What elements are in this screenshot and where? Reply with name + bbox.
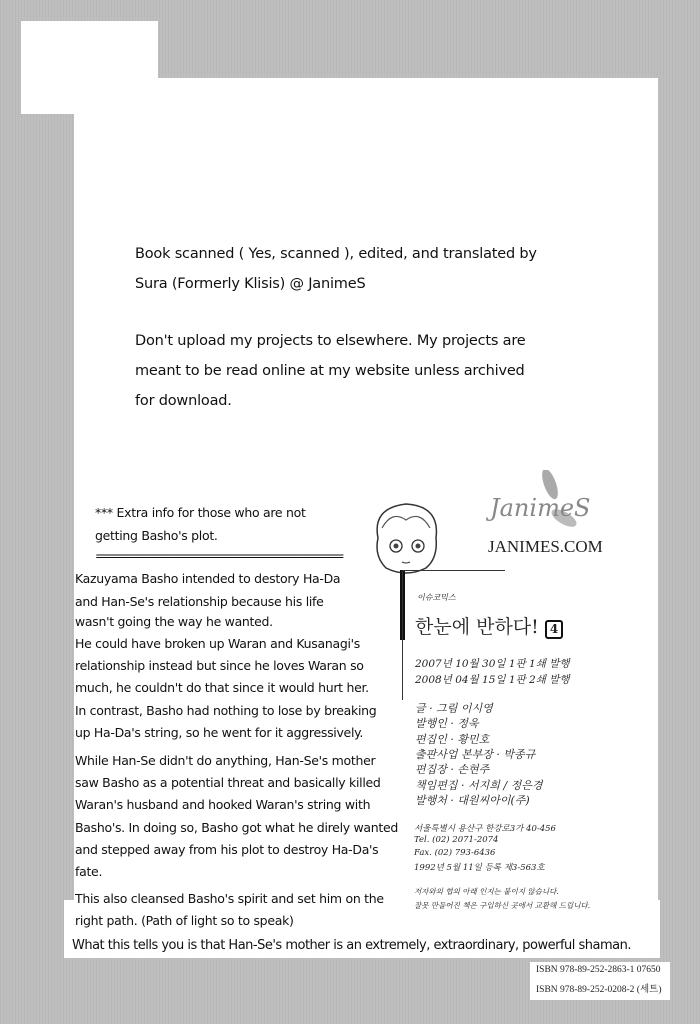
- colophon-line-v: [402, 570, 403, 700]
- extra-line: wasn't going the way he wanted.: [75, 614, 273, 629]
- book-title: [415, 612, 563, 639]
- extra-line: and stepped away from his plot to destroy Ha-Da's: [75, 842, 379, 857]
- logo-text: JanimeS: [490, 494, 591, 522]
- extra-line: Kazuyama Basho intended to destory Ha-Da: [75, 571, 341, 586]
- extra-line: right path. (Path of light so to speak): [75, 913, 294, 928]
- volume-badge: 4: [545, 620, 563, 639]
- divider: =====================================: [95, 549, 342, 563]
- isbn-line: ISBN 978-89-252-0208-2 (세트): [536, 985, 662, 995]
- colophon-line-h: [402, 570, 505, 571]
- staff-line: 편집인 · 황민호: [415, 732, 490, 746]
- print-date: 2008년 04월 15일 1판 2쇄 발행: [415, 674, 570, 686]
- credits-line: Sura (Formerly Klisis) @ JanimeS: [135, 276, 366, 292]
- extra-line: Basho's. In doing so, Basho got what he direly wanted: [75, 820, 399, 835]
- staff-line: 책임편집 · 서지희 / 정은경: [415, 778, 543, 792]
- print-date: 2007년 10월 30일 1판 1쇄 발행: [415, 658, 570, 670]
- imprint-label: 이슈코믹스: [417, 593, 456, 602]
- book-title-text: 한눈에 반하다!: [415, 616, 539, 638]
- address-line: Fax. (02) 793-6436: [414, 848, 496, 858]
- final-line: What this tells you is that Han-Se's mother is an extremely, extraordinary, powerful shaman.: [72, 938, 632, 953]
- extra-line: fate.: [75, 864, 103, 879]
- extra-line: While Han-Se didn't do anything, Han-Se's mother: [75, 753, 376, 768]
- isbn-line: ISBN 978-89-252-2863-1 07650: [536, 965, 661, 975]
- extra-line: and Han-Se's relationship because his life: [75, 594, 324, 609]
- extra-line: Waran's husband and hooked Waran's string with: [75, 797, 371, 812]
- extra-header: getting Basho's plot.: [95, 528, 218, 543]
- extra-line: much, he couldn't do that since it would hurt her.: [75, 680, 369, 695]
- notice-line: Don't upload my projects to elsewhere. My projects are: [135, 333, 526, 349]
- staff-line: 출판사업 본부장 · 박종규: [415, 747, 536, 761]
- extra-line: relationship instead but since he loves Waran so: [75, 658, 364, 673]
- notice-line: 저자와의 협의 아래 인지는 붙이지 않습니다.: [414, 887, 559, 896]
- extra-header: *** Extra info for those who are not: [95, 505, 306, 520]
- extra-line: He could have broken up Waran and Kusanagi's: [75, 636, 360, 651]
- extra-line: In contrast, Basho had nothing to lose by breaking: [75, 703, 377, 718]
- extra-line: This also cleansed Basho's spirit and set him on the: [75, 891, 384, 906]
- extra-line: saw Basho as a potential threat and basically killed: [75, 775, 381, 790]
- character-face-illustration: [368, 498, 444, 578]
- site-url: JANIMES.COM: [488, 537, 603, 556]
- extra-line: up Ha-Da's string, so he went for it aggressively.: [75, 725, 364, 740]
- staff-line: 발행인 · 정욱: [415, 717, 479, 731]
- staff-line: 글 · 그림 이시영: [415, 702, 493, 715]
- staff-line: 편집장 · 손현주: [415, 763, 490, 777]
- notice-line: for download.: [135, 393, 232, 409]
- address-line: 서울특별시 용산구 한강로3가 40-456: [414, 824, 556, 834]
- address-line: 1992년 5월 11일 등록 제3-563호: [414, 863, 545, 873]
- address-line: Tel. (02) 2071-2074: [414, 835, 499, 845]
- janimes-logo: [480, 470, 600, 530]
- notice-line: 잘못 만들어진 책은 구입하신 곳에서 교환해 드립니다.: [414, 901, 591, 910]
- credits-line: Book scanned ( Yes, scanned ), edited, and translated by: [135, 246, 537, 262]
- notice-line: meant to be read online at my website unless archived: [135, 363, 525, 379]
- staff-line: 발행처 · 대원씨아이(주): [415, 793, 530, 807]
